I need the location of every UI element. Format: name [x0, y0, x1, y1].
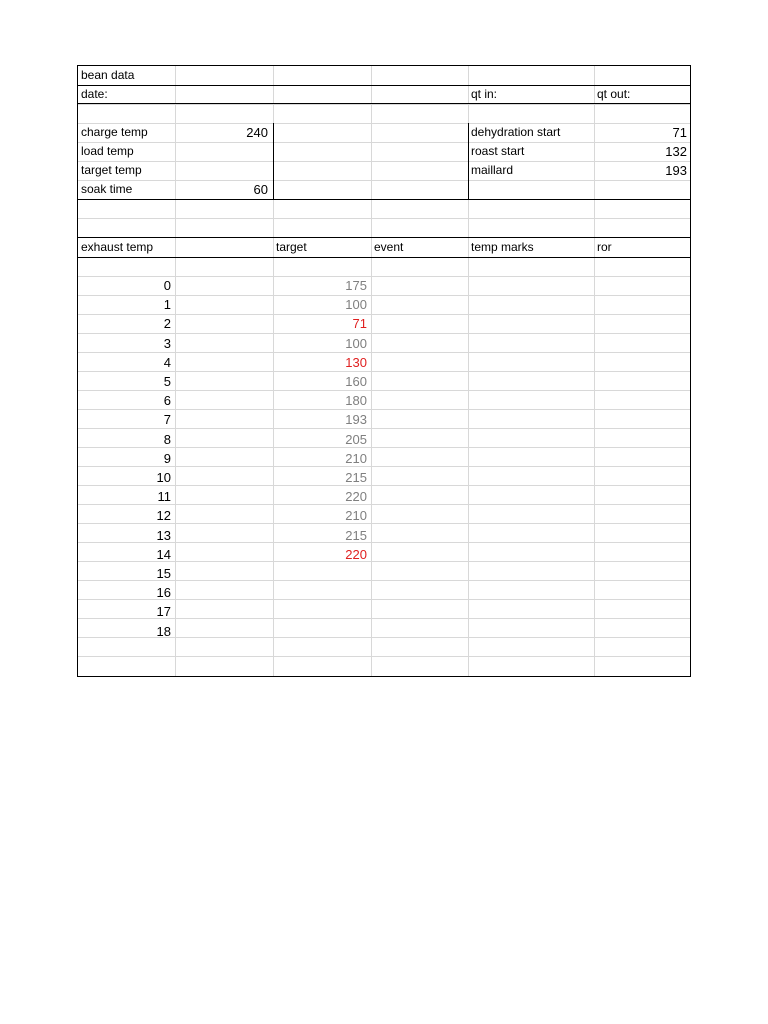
target-cell: 71 [352, 316, 367, 332]
minute-cell: 5 [163, 374, 171, 389]
minute-cell: 17 [156, 604, 171, 620]
target-temp-value [175, 161, 272, 180]
soak-time-value: 60 [253, 182, 268, 197]
grid-row-line [78, 218, 690, 219]
roast-start-value: 132 [665, 144, 687, 159]
target-temp-label: target temp [81, 163, 142, 177]
col-header-exhaust-temp: exhaust temp [81, 240, 154, 254]
maillard-label: maillard [471, 163, 514, 177]
section-divider-line [78, 257, 690, 258]
minute-cell: 9 [163, 450, 171, 466]
date-label: date: [81, 87, 108, 101]
target-cell: 130 [345, 354, 367, 370]
minute-cell: 13 [156, 527, 171, 543]
minute-cell: 3 [163, 335, 171, 351]
minute-cell: 2 [163, 316, 171, 332]
target-cell: 100 [345, 335, 367, 351]
target-cell: 160 [345, 374, 367, 389]
soak-time-label: soak time [81, 182, 133, 196]
grid-row-line [78, 104, 690, 105]
target-cell: 220 [345, 546, 367, 562]
col-header-event: event [374, 240, 404, 254]
load-temp-value [175, 142, 272, 161]
param-block-divider [273, 123, 274, 199]
minute-cell: 16 [156, 585, 171, 601]
charge-temp-label: charge temp [81, 125, 148, 139]
minute-cell: 12 [156, 508, 171, 524]
target-cell: 210 [345, 508, 367, 524]
minute-cell: 8 [163, 431, 171, 447]
target-cell: 210 [345, 450, 367, 466]
section-divider-line [78, 199, 690, 200]
target-cell: 180 [345, 393, 367, 409]
qt-in-label: qt in: [471, 87, 498, 101]
load-temp-label: load temp [81, 144, 134, 158]
minute-cell: 0 [163, 278, 171, 293]
bean-data-label: bean data [81, 68, 135, 82]
roast-start-label: roast start [471, 144, 525, 158]
target-cell: 100 [345, 297, 367, 313]
target-cell [273, 583, 371, 602]
target-cell: 205 [345, 431, 367, 447]
grid-row-line [78, 656, 690, 657]
maillard-value: 193 [665, 163, 687, 178]
minute-cell: 14 [156, 546, 171, 562]
target-cell: 220 [345, 489, 367, 505]
minute-cell: 4 [163, 354, 171, 370]
roast-log-sheet [77, 65, 691, 677]
col-header-ror: ror [597, 240, 612, 254]
target-cell: 215 [345, 470, 367, 485]
target-cell: 193 [345, 412, 367, 428]
qt-out-label: qt out: [597, 87, 631, 101]
minute-cell: 10 [156, 470, 171, 485]
target-cell [273, 602, 371, 621]
minute-cell: 15 [156, 566, 171, 581]
minute-cell: 7 [163, 412, 171, 428]
target-cell [273, 564, 371, 583]
col-header-target: target [276, 240, 307, 254]
dehydration-start-label: dehydration start [471, 125, 561, 139]
minute-cell: 6 [163, 393, 171, 409]
charge-temp-value: 240 [246, 125, 268, 140]
minute-cell: 11 [157, 489, 171, 505]
col-header-temp-marks: temp marks [471, 240, 534, 254]
dehydration-start-value: 71 [672, 125, 687, 140]
target-cell: 175 [345, 278, 367, 293]
minute-cell: 18 [156, 623, 171, 639]
minute-cell: 1 [163, 297, 171, 313]
target-cell [273, 622, 371, 641]
target-cell: 215 [345, 527, 367, 543]
